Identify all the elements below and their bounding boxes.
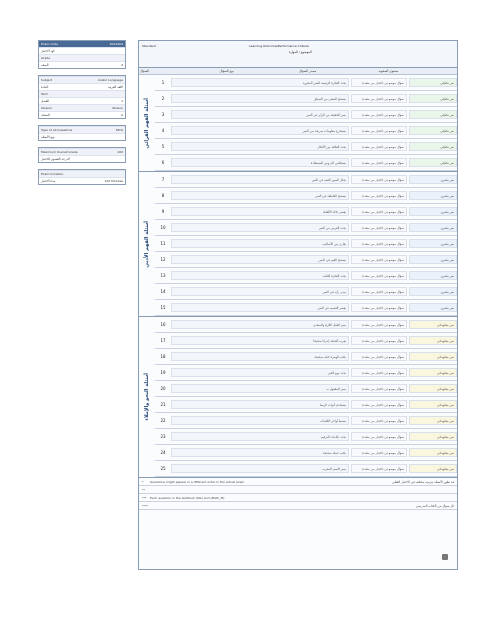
question-number: 23 [160,434,166,439]
question-outcome: يميز الاسم المعرب [171,464,349,473]
exam-code-subtitle: كود الاختبار [41,49,55,53]
duration-box [38,169,126,185]
footer-note [139,502,457,510]
question-row [155,75,457,91]
question-type: سؤال موضوعي (اختيار من متعدد) [351,191,407,200]
question-outcome: يفسر التشبيه في النص [171,303,349,312]
question-type-box [38,125,126,141]
question-type: سؤال موضوعي (اختيار من متعدد) [351,126,407,135]
question-row [155,220,457,236]
question-outcome: يميز الفعل اللازم والمتعدي [171,320,349,329]
question-difficulty: نص تحليلي [409,126,457,135]
table-header [139,41,457,68]
question-outcome: يحدد العلاقة بين الأفكار [171,142,349,151]
subject-row [39,76,125,83]
question-number: 5 [161,144,165,149]
question-type: سؤال موضوعي (اختيار من متعدد) [351,207,407,216]
grade-value: 4 [121,63,123,67]
footer-text: Each question in the textbook (MA) and (Math_M) [150,495,225,500]
question-row [155,155,457,171]
question-number: 13 [160,273,166,278]
subject-label: Subject [41,78,53,82]
col-source: مصدر السؤال [299,69,317,73]
term-label-ar: الفصل [41,99,50,103]
question-outcome: يحدد الفكرة الرئيسة للنص المقروء [171,78,349,87]
question-difficulty: نص شعري [409,207,457,216]
question-type: سؤال موضوعي (اختيار من متعدد) [351,239,407,248]
section-label-text: أسئلة الفهم القرائي [144,97,150,149]
question-row [155,172,457,188]
question-number: 16 [160,322,166,327]
section-literary [139,172,457,317]
term-value: 1 [121,99,123,103]
question-type-value: MCQ [115,128,123,132]
question-difficulty: نص شعري [409,175,457,184]
grade-label-row [39,54,125,61]
question-row [155,252,457,268]
question-row [155,236,457,252]
version-value: A [120,113,123,117]
exam-blueprint-sheet [38,40,456,568]
question-number: 4 [161,128,165,133]
footer-text-ar: كل سؤال من الكتاب المدرسي [415,503,454,508]
question-outcome: يحدد نوع الخبر [171,368,349,377]
question-row [155,284,457,300]
question-type: سؤال موضوعي (اختيار من متعدد) [351,432,407,441]
max-grade-ar-row [39,155,125,162]
question-number: 15 [160,305,166,310]
question-type: سؤال موضوعي (اختيار من متعدد) [351,78,407,87]
question-number: 19 [160,370,166,375]
question-row [155,413,457,429]
question-difficulty: نص تحليلي [409,158,457,167]
version-row [39,104,125,111]
question-number: 2 [161,96,165,101]
outcome-heading: Learning Outcome/Performance Criteria [249,44,309,48]
question-difficulty: نص تحليلي [409,142,457,151]
question-outcome: يكتب الهمزة كتابة صحيحة [171,352,349,361]
version-label-ar: النسخة [41,113,50,117]
col-question: السؤال [140,69,149,73]
exam-code-subtitle-row [39,47,125,54]
question-type: سؤال موضوعي (اختيار من متعدد) [351,303,407,312]
question-difficulty: نص معلوماتي [409,464,457,473]
question-number: 24 [160,450,166,455]
question-number: 6 [161,160,165,165]
question-outcome: يميز الحقيقة من الرأي في النص [171,110,349,119]
question-difficulty: نص معلوماتي [409,448,457,457]
question-difficulty: نص تحليلي [409,110,457,119]
duration-ar-row [39,177,125,184]
question-outcome: يقارن بين الأساليب [171,239,349,248]
question-difficulty: نص شعري [409,271,457,280]
question-number: 8 [161,193,165,198]
question-outcome: يبدي رأيه في النص [171,287,349,296]
version-label: Version [41,106,53,110]
question-number: 10 [160,225,166,230]
version-ar-row [39,111,125,118]
max-grade-subtitle: الدرجة القصوى للاختبار [41,157,70,161]
section-label-text: أسئلة الفهم الأدبي [144,220,150,268]
question-type: سؤال موضوعي (اختيار من متعدد) [351,94,407,103]
grade-label-ar: الصف [41,63,49,67]
question-outcome: يستنتج القيم في النص [171,255,349,264]
question-number: 3 [161,112,165,117]
question-row [155,107,457,123]
question-difficulty: نص معلوماتي [409,320,457,329]
question-difficulty: نص معلوماتي [409,432,457,441]
footer-marker: **** [142,503,148,508]
question-type-title: Type of All Questions [41,128,73,132]
question-type: سؤال موضوعي (اختيار من متعدد) [351,175,407,184]
exam-code-box [38,40,126,69]
question-outcome: يستخرج معلومات صريحة من النص [171,126,349,135]
subject-ar-row [39,83,125,90]
table-footer [139,478,457,510]
question-difficulty: نص معلوماتي [409,384,457,393]
question-type: سؤال موضوعي (اختيار من متعدد) [351,400,407,409]
col-type: نوع السؤال [219,69,234,73]
question-difficulty: نص شعري [409,191,457,200]
question-outcome: يستنتج العاطفة في النص [171,191,349,200]
question-outcome: يكتب جملة صحيحة [171,448,349,457]
question-type: سؤال موضوعي (اختيار من متعدد) [351,158,407,167]
footer-note [139,478,457,486]
question-number: 11 [160,241,166,246]
question-type: سؤال موضوعي (اختيار من متعدد) [351,448,407,457]
col-difficulty: مستوى الصعوبة [378,69,399,73]
question-row [155,139,457,155]
question-row [155,349,457,365]
question-type: سؤال موضوعي (اختيار من متعدد) [351,368,407,377]
question-row [155,333,457,349]
question-number: 7 [161,177,165,182]
question-number: 12 [160,257,166,262]
question-outcome: يميز المفعول به [171,384,349,393]
question-type: سؤال موضوعي (اختيار من متعدد) [351,142,407,151]
section-reading [139,75,457,172]
question-difficulty: نص شعري [409,255,457,264]
question-difficulty: نص تحليلي [409,94,457,103]
question-type: سؤال موضوعي (اختيار من متعدد) [351,287,407,296]
question-number: 20 [160,386,166,391]
question-type: سؤال موضوعي (اختيار من متعدد) [351,416,407,425]
question-row [155,91,457,107]
question-difficulty: نص معلوماتي [409,336,457,345]
question-difficulty: نص شعري [409,287,457,296]
question-row [155,429,457,445]
question-type: سؤال موضوعي (اختيار من متعدد) [351,110,407,119]
question-difficulty: نص شعري [409,303,457,312]
exam-info-panel [38,40,126,191]
footer-marker: * [142,479,144,484]
max-grade-box [38,147,126,163]
duration-label: Exam Duration [41,172,64,176]
question-difficulty: نص معلوماتي [409,368,457,377]
question-type: سؤال موضوعي (اختيار من متعدد) [351,255,407,264]
subject-value-ar: اللغة العربية [108,85,123,89]
question-number: 14 [160,289,166,294]
question-number: 1 [161,80,165,85]
section-label [141,75,153,171]
term-ar-row [39,97,125,104]
question-outcome: يستخلص الدروس المستفادة [171,158,349,167]
question-row [155,317,457,333]
question-difficulty: نص شعري [409,239,457,248]
question-row [155,123,457,139]
question-type: سؤال موضوعي (اختيار من متعدد) [351,271,407,280]
column-headers [139,68,457,75]
question-row [155,300,457,316]
question-outcome: يستنتج المعنى من السياق [171,94,349,103]
version-label-2: Version [111,106,123,110]
question-number: 21 [160,402,166,407]
question-row [155,188,457,204]
footer-marker: ** [142,487,145,492]
footer-text-ar: قد تظهر الأسئلة بترتيب مختلف في الاختبار الفعلي [392,479,454,484]
question-number: 17 [160,338,166,343]
section-label [141,317,153,477]
subject-label-ar: المادة [41,85,49,89]
section-label [141,172,153,316]
question-row [155,365,457,381]
exam-code-title: Exam Code [41,42,59,46]
max-grade-value: 100 [117,150,123,154]
question-number: 22 [160,418,166,423]
question-difficulty: نص معلوماتي [409,352,457,361]
grade-label: Grade [41,56,51,60]
page-corner-icon [442,554,448,560]
subject-value: Arabic Language [97,78,123,82]
question-row [155,268,457,284]
exam-code-value: 2021064 [109,42,123,46]
max-grade-title: Maximum Overall Grade [41,150,78,154]
subject-box [38,75,126,119]
question-type: سؤال موضوعي (اختيار من متعدد) [351,352,407,361]
footer-note [139,486,457,494]
question-number: 25 [160,466,166,471]
question-type: سؤال موضوعي (اختيار من متعدد) [351,384,407,393]
question-difficulty: نص شعري [409,223,457,232]
question-row [155,381,457,397]
question-outcome: يحدد الغرض من النص [171,223,349,232]
question-type: سؤال موضوعي (اختيار من متعدد) [351,320,407,329]
question-type: سؤال موضوعي (اختيار من متعدد) [351,336,407,345]
standard-heading: Standard [142,44,156,48]
question-type-subtitle: نوع الأسئلة [41,135,55,139]
question-difficulty: نص معلوماتي [409,416,457,425]
footer-text: Questions might appear in a different order in the actual exam [150,479,245,484]
question-difficulty: نص معلوماتي [409,400,457,409]
duration-label-ar: مدة الاختبار [41,179,56,183]
question-row [155,461,457,477]
question-row [155,397,457,413]
question-type: سؤال موضوعي (اختيار من متعدد) [351,223,407,232]
question-outcome: يحدد علامات الترقيم [171,432,349,441]
question-row [155,445,457,461]
question-row [155,204,457,220]
question-outcome: يحلل الصور الفنية في النص [171,175,349,184]
topic-heading-ar: الموضوع / المهارة [289,50,312,54]
question-type-row [39,126,125,133]
grade-value-row [39,61,125,68]
question-number: 18 [160,354,166,359]
question-difficulty: نص تحليلي [409,78,457,87]
blueprint-table [138,40,458,570]
duration-value: 120 Minutes [104,179,123,183]
term-row [39,90,125,97]
question-outcome: يعرب الجملة إعرابا صحيحا [171,336,349,345]
question-outcome: يضبط أواخر الكلمات [171,416,349,425]
footer-note [139,494,457,502]
section-grammar [139,317,457,478]
question-outcome: يحدد الفكرة العامة [171,271,349,280]
section-label-text: أسئلة النحو والإملاء [144,373,150,421]
footer-marker: *** [142,495,147,500]
duration-row [39,170,125,177]
question-type: سؤال موضوعي (اختيار من متعدد) [351,464,407,473]
question-type-ar-row [39,133,125,140]
question-outcome: يفسر دلالة الألفاظ [171,207,349,216]
question-number: 9 [161,209,165,214]
max-grade-row [39,148,125,155]
question-outcome: يستخدم أدوات الربط [171,400,349,409]
term-label: Term [41,92,49,96]
